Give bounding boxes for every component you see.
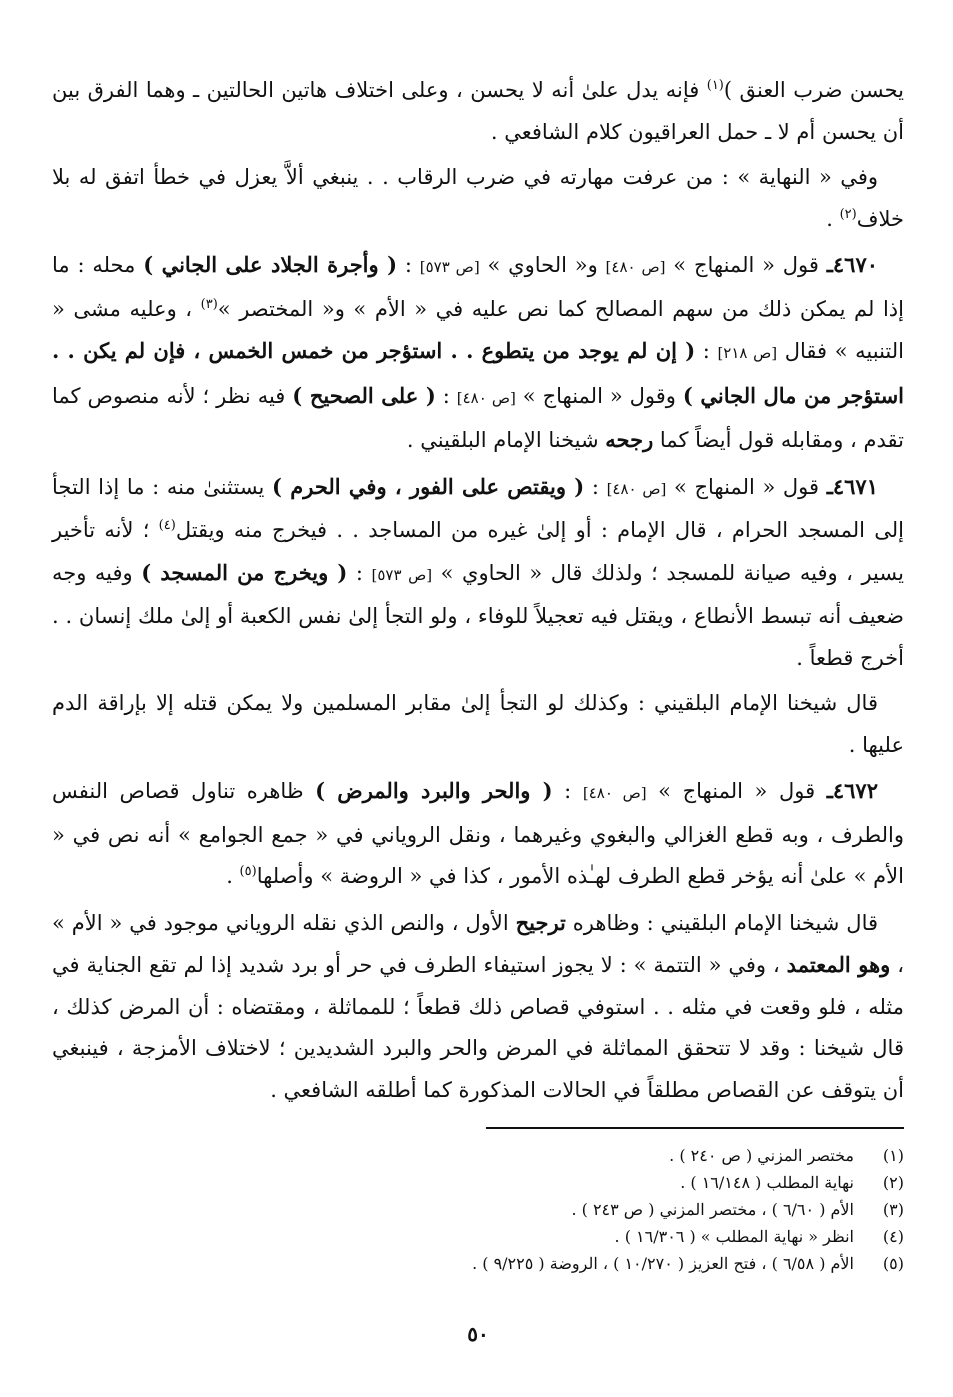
bold-text: وهو المعتمد	[786, 952, 891, 977]
page-reference: [ص ٤٨٠]	[606, 479, 667, 498]
footnote-text: الأم ( ٦/٦٠ ) ، مختصر المزني ( ص ٢٤٣ ) .	[571, 1200, 854, 1219]
page-reference: [ص ٥٧٣]	[419, 258, 480, 276]
text-run: محله : ما إذا لم يمكن ذلك من سهم المصالح كما نص عليه في « الأم » و« المختصر »	[52, 253, 904, 321]
paragraph	[52, 157, 904, 240]
bold-text: ( ويقتص على الفور ، وفي الحرم )	[272, 473, 585, 499]
footnote	[52, 1169, 904, 1196]
text-run: شيخنا الإمام البلقيني .	[406, 428, 606, 452]
footnote-marker: (٤)	[158, 518, 176, 533]
bold-text: ترجيح	[515, 909, 566, 935]
bold-text: ٤٦٧٢ـ	[826, 778, 878, 803]
footnote-marker: (٥)	[239, 864, 257, 879]
bold-text: ( على الصحيح )	[292, 382, 436, 408]
text-run: يستثنىٰ منه : ما إذا التجأ إلى المسجد الحرام ، قال الإمام : أو إلىٰ غيره من المساجد . . فيخرج منه ويقتل	[52, 474, 904, 542]
text-run: وقول « المنهاج »	[515, 383, 683, 408]
text-run: ، وفي « التتمة » : لا يجوز استيفاء الطرف في حر أو برد شديد إذا لم تقع الجناية في مثله ، فلو وقعت في مثله . . استوفي قصاص ذلك قطعاً ؛ للمماثلة ، ومقتضاه : أن المرض كذلك ، قال شيخنا : وقد لا تتحقق المماثلة في المرض والحر والبرد الشديدين ؛ لاختلاف الأمزجة ، فينبغي أن يتوقف عن القصاص مطلقاً في الحالات المذكورة كما أطلقه الشافعي .	[52, 953, 904, 1102]
paragraph	[52, 683, 904, 766]
text-run: :	[397, 253, 420, 277]
text-run: قال شيخنا الإمام البلقيني : وكذلك لو التجأ إلىٰ مقابر المسلمين ولا يمكن قتله إلا بإراقة الدم عليها .	[52, 691, 904, 757]
text-run: ظاهره تناول قصاص النفس والطرف ، وبه قطع الغزالي والبغوي وغيرهما ، ونقل الروياني في « جمع الجوامع » أنه نص في « الأم » علىٰ أنه يؤخر قطع الطرف لهـٰذه الأمور ، كذا في « الروضة » وأصلها	[52, 779, 904, 888]
bold-text: ( وأجرة الجلاد على الجاني )	[143, 252, 398, 277]
text-run: :	[552, 779, 583, 803]
paragraph	[52, 902, 904, 1112]
text-run: .	[226, 864, 240, 888]
page-reference: [ص ٤٨٠]	[605, 258, 666, 276]
footnote-number: (٤)	[882, 1227, 904, 1246]
page-reference: [ص ٤٨٠]	[456, 388, 516, 407]
footnotes	[52, 1142, 904, 1277]
footnote-text: نهاية المطلب ( ١٦/١٤٨ ) .	[680, 1173, 854, 1192]
bold-text: ( والحر والبرد والمرض )	[315, 778, 553, 803]
text-run: قول « المنهاج »	[646, 779, 827, 803]
text-run: فيه نظر ؛ لأنه منصوص كما تقدم ، ومقابله قول أيضاً كما	[52, 383, 904, 452]
footnote	[52, 1196, 904, 1223]
text-run: فإنه يدل علىٰ أنه لا يحسن ، وعلى اختلاف هاتين الحالتين ـ وهما الفرق بين أن يحسن أم لا ـ حمل العراقيون كلام الشافعي .	[52, 78, 904, 144]
page-number: ٥٠	[467, 1322, 489, 1346]
text-run: و« الحاوي »	[479, 253, 606, 277]
bold-text: ( إن لم يوجد من يتطوع . . استؤجر من خمس الخمس ، فإن لم يكن . . استؤجر من مال الجاني )	[52, 338, 905, 408]
text-run: :	[435, 383, 457, 408]
footnote-number: (٣)	[882, 1200, 904, 1219]
text-run: قول « المنهاج »	[665, 253, 827, 277]
page-reference: [ص ٤٨٠]	[582, 784, 647, 802]
bold-text: رجحه	[605, 427, 654, 452]
bold-text: ( ويخرج من المسجد )	[141, 559, 348, 585]
text-run: ؛ لأنه تأخير يسير ، وفيه صيانة للمسجد ؛ ولذلك قال « الحاوي »	[52, 518, 904, 585]
text-run: وفيه وجه ضعيف أنه تبسط الأنطاع ، ويقتل فيه تعجيلاً للوفاء ، ولو التجأ إلىٰ نفس الكعبة أو إلىٰ ملك إنسان . . أخرج قطعاً .	[52, 560, 904, 670]
footnote	[52, 1223, 904, 1250]
footnote-text: انظر « نهاية المطلب » ( ١٦/٣٠٦ ) .	[614, 1227, 854, 1246]
text-run: قال شيخنا الإمام البلقيني : وظاهره	[565, 910, 879, 935]
footnote-text: الأم ( ٦/٥٨ ) ، فتح العزيز ( ١٠/٢٧٠ ) ، الروضة ( ٩/٢٢٥ ) .	[472, 1254, 854, 1273]
footnote-marker: (٢)	[839, 206, 857, 222]
text-run: .	[826, 206, 840, 231]
footnote-marker: (٣)	[200, 296, 218, 312]
footnote	[52, 1250, 904, 1277]
footnote-marker: (١)	[706, 78, 724, 93]
text-run: :	[584, 474, 607, 499]
footnote-number: (٢)	[882, 1173, 904, 1192]
text-run: يحسن ضرب العنق )	[723, 78, 904, 102]
paragraph	[52, 770, 904, 898]
text-run: الأول ، والنص الذي نقله الروياني موجود في « الأم » ،	[52, 910, 904, 977]
paragraph	[52, 466, 904, 680]
page-reference: [ص ٢١٨]	[717, 344, 778, 362]
text-run: قول « المنهاج »	[666, 474, 827, 499]
paragraph	[52, 70, 904, 153]
footnote	[52, 1142, 904, 1169]
main-text	[52, 70, 904, 1111]
book-page	[52, 70, 904, 1370]
text-run: ، وعليه مشى « التنبيه » فقال	[52, 296, 905, 363]
footnote-divider	[486, 1127, 904, 1129]
text-run: :	[695, 339, 718, 363]
bold-text: ٤٦٧٠ـ	[826, 252, 879, 277]
text-run: وفي « النهاية » : من عرفت مهارته في ضرب الرقاب . . ينبغي ألاَّ يعزل في خطأ اتفق له بلا خلاف	[52, 165, 904, 231]
footnote-number: (١)	[882, 1146, 904, 1165]
footnote-number: (٥)	[882, 1254, 904, 1273]
text-run: :	[347, 560, 372, 585]
bold-text: ٤٦٧١ـ	[826, 473, 878, 499]
page-reference: [ص ٥٧٣]	[371, 565, 433, 584]
paragraph	[52, 244, 904, 462]
footnote-text: مختصر المزني ( ص ٢٤٠ ) .	[669, 1146, 854, 1165]
